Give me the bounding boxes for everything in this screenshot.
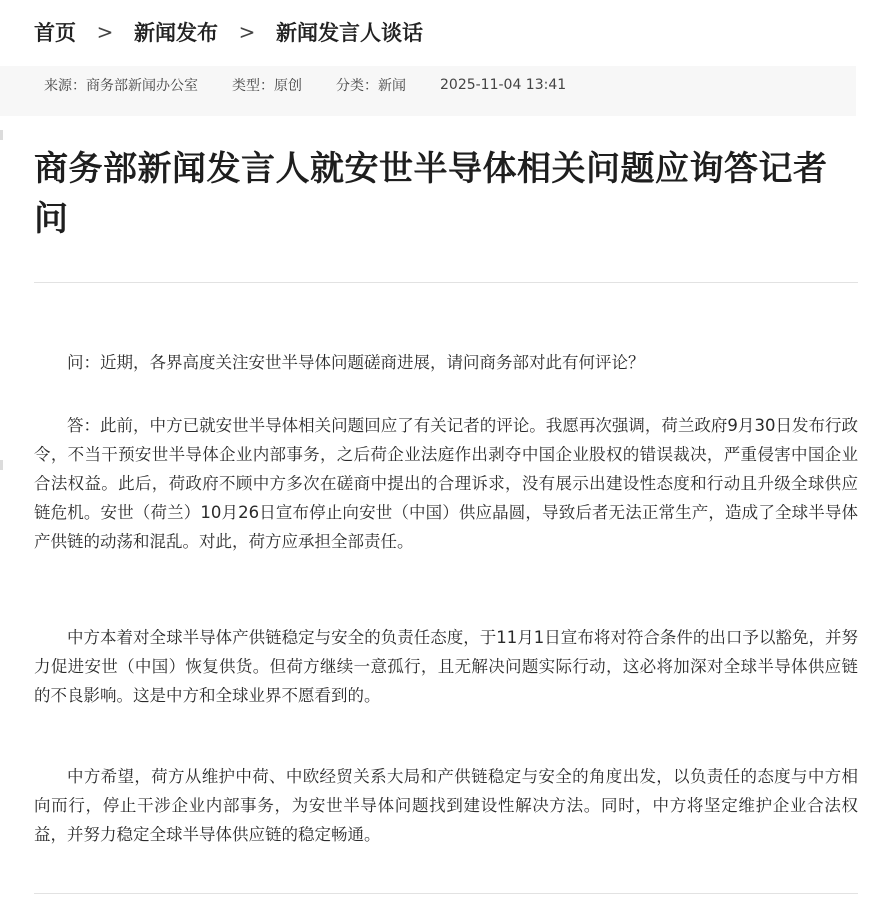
breadcrumb-home-link[interactable]: 首页 xyxy=(34,21,76,45)
edge-mark xyxy=(0,460,3,470)
breadcrumb-news-release-link[interactable]: 新闻发布 xyxy=(134,21,218,45)
article-title: 商务部新闻发言人就安世半导体相关问题应询答记者问 xyxy=(34,149,828,239)
meta-category: 分类：新闻 xyxy=(336,78,406,94)
chevron-right-icon: > xyxy=(238,20,256,44)
article-paragraph: 问：近期，各界高度关注安世半导体问题磋商进展，请问商务部对此有何评论？ xyxy=(67,353,645,372)
edge-mark xyxy=(0,130,3,140)
chevron-right-icon: > xyxy=(96,20,114,44)
meta-datetime: 2025-11-04 13:41 xyxy=(440,77,567,93)
bottom-divider xyxy=(34,893,858,894)
breadcrumb-spokesperson-link[interactable]: 新闻发言人谈话 xyxy=(276,21,423,45)
article-paragraph: 中方本着对全球半导体产供链稳定与安全的负责任态度，于11月1日宣布将对符合条件的出口予以豁免，并努力促进安世（中国）恢复供货。但荷方继续一意孤行，且无解决问题实际行动，这必将加深对全球半导体供应链的不良影响。这是中方和全球业界不愿看到的。 xyxy=(34,628,858,705)
meta-type: 类型：原创 xyxy=(232,78,302,94)
article-paragraph: 中方希望，荷方从维护中荷、中欧经贸关系大局和产供链稳定与安全的角度出发，以负责任的态度与中方相向而行，停止干涉企业内部事务，为安世半导体问题找到建设性解决方法。同时，中方将坚定维护企业合法权益，并努力稳定全球半导体供应链的稳定畅通。 xyxy=(34,767,858,844)
meta-source: 来源：商务部新闻办公室 xyxy=(44,78,198,94)
title-divider xyxy=(34,282,858,283)
article-meta xyxy=(44,76,566,94)
breadcrumb xyxy=(34,14,423,50)
article-paragraph: 答：此前，中方已就安世半导体相关问题回应了有关记者的评论。我愿再次强调，荷兰政府9月30日发布行政令，不当干预安世半导体企业内部事务，之后荷企业法庭作出剥夺中国企业股权的错误裁决，严重侵害中国企业合法权益。此后，荷政府不顾中方多次在磋商中提出的合理诉求，没有展示出建设性态度和行动且升级全球供应链危机。安世（荷兰）10月26日宣布停止向安世（中国）供应晶圆，导致后者无法正常生产，造成了全球半导体产供链的动荡和混乱。对此，荷方应承担全部责任。 xyxy=(34,416,858,551)
